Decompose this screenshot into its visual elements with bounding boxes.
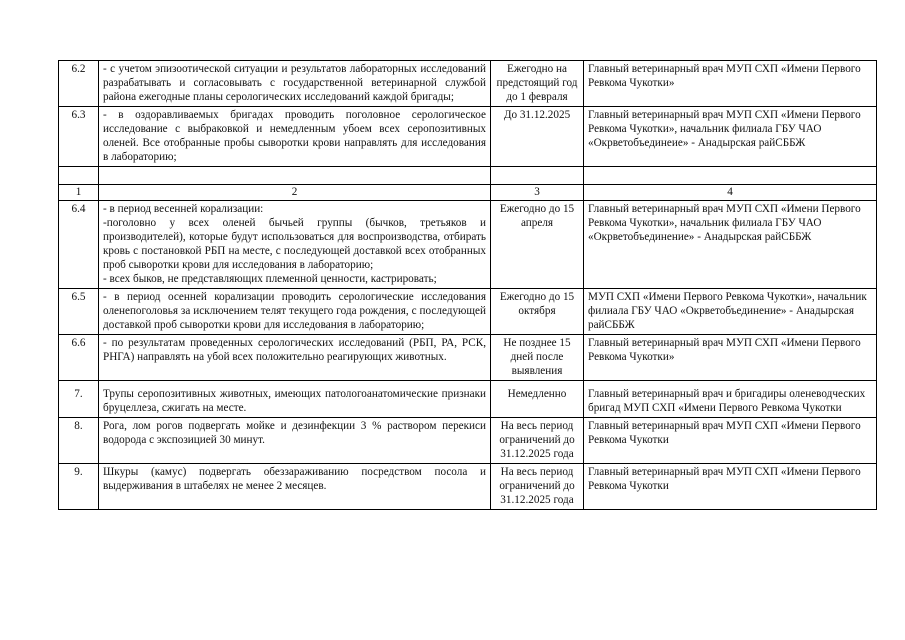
row-number: 7. [59, 381, 99, 418]
row-responsible: Главный ветеринарный врач МУП СХП «Имени Первого Ревкома Чукотки» [584, 61, 877, 107]
row-measure-text: - в оздоравливаемых бригадах проводить поголовное серологическое исследование с выбраковкой и немедленным убоем всех серопозитивных оленей. Все отобранные пробы сыворотки крови направлять для исследования в лабораторию; [99, 107, 491, 167]
table-row [59, 61, 877, 107]
row-responsible: Главный ветеринарный врач МУП СХП «Имени Первого Ревкома Чукотки» [584, 335, 877, 381]
row-measure-text: Шкуры (камус) подвергать обеззараживанию посредством посола и выдерживания в штабелях не менее 2 месяцев. [99, 464, 491, 510]
column-number-row [59, 185, 877, 201]
row-responsible: Главный ветеринарный врач МУП СХП «Имени Первого Ревкома Чукотки», начальник филиала ГБУ ЧАО «Окрветобъединение» - Анадырская райСББЖ [584, 201, 877, 289]
row-number: 6.5 [59, 289, 99, 335]
row-measure-text: - по результатам проведенных серологических исследований (РБП, РА, РСК, РНГА) направлять на убой всех положительно реагирующих животных. [99, 335, 491, 381]
row-deadline: Ежегодно до 15 апреля [491, 201, 584, 289]
row-measure-text: - в период осенней корализации проводить серологические исследования оленепоголовья за исключением телят текущего года рождения, с последующей доставкой проб сыворотки крови для исследования в лабораторию; [99, 289, 491, 335]
measures-table [58, 60, 877, 510]
row-number: 6.4 [59, 201, 99, 289]
row-responsible: Главный ветеринарный врач МУП СХП «Имени Первого Ревкома Чукотки [584, 464, 877, 510]
table-spacer-row [59, 167, 877, 185]
row-measure-text: Рога, лом рогов подвергать мойке и дезинфекции 3 % раствором перекиси водорода с экспозицией 30 минут. [99, 418, 491, 464]
table-row [59, 464, 877, 510]
row-deadline: На весь период ограничений до 31.12.2025 года [491, 464, 584, 510]
row-number: 6.6 [59, 335, 99, 381]
table-row [59, 201, 877, 289]
table-row [59, 418, 877, 464]
measure-line: - всех быков, не представляющих племенной ценности, кастрировать; [103, 273, 437, 285]
table-row [59, 381, 877, 418]
row-number: 8. [59, 418, 99, 464]
column-number: 2 [99, 185, 491, 201]
row-deadline: До 31.12.2025 [491, 107, 584, 167]
row-measure-text [99, 201, 491, 289]
table-row [59, 335, 877, 381]
column-number: 3 [491, 185, 584, 201]
row-number: 6.2 [59, 61, 99, 107]
measure-line: - в период весенней корализации: [103, 203, 264, 215]
row-responsible: Главный ветеринарный врач МУП СХП «Имени Первого Ревкома Чукотки [584, 418, 877, 464]
row-deadline: Ежегодно до 15 октября [491, 289, 584, 335]
row-measure-text: Трупы серопозитивных животных, имеющих патологоанатомические признаки бруцеллеза, сжигать на месте. [99, 381, 491, 418]
row-responsible: Главный ветеринарный врач МУП СХП «Имени Первого Ревкома Чукотки», начальник филиала ГБУ ЧАО «Окрветобъединеие» - Анадырская райСББЖ [584, 107, 877, 167]
row-deadline: Не позднее 15 дней после выявления [491, 335, 584, 381]
row-deadline: Немедленно [491, 381, 584, 418]
row-responsible: МУП СХП «Имени Первого Ревкома Чукотки», начальник филиала ГБУ ЧАО «Окрветобъединение» - Анадырская райСББЖ [584, 289, 877, 335]
measure-line: -поголовно у всех оленей бычьей группы (бычков, третьяков и производителей), которые будут использоваться для воспроизводства, отбирать кровь с постановкой РБП на месте, с последующей доставкой всех отобранных проб сыворотки крови для исследования в лабораторию; [103, 217, 486, 271]
row-deadline: На весь период ограничений до 31.12.2025 года [491, 418, 584, 464]
table-row [59, 107, 877, 167]
row-deadline: Ежегодно на предстоящий год до 1 февраля [491, 61, 584, 107]
row-responsible: Главный ветеринарный врач и бригадиры оленеводческих бригад МУП СХП «Имени Первого Ревкома Чукотки [584, 381, 877, 418]
column-number: 1 [59, 185, 99, 201]
row-number: 6.3 [59, 107, 99, 167]
column-number: 4 [584, 185, 877, 201]
table-row [59, 289, 877, 335]
row-measure-text: - с учетом эпизоотической ситуации и результатов лабораторных исследований разрабатывать и согласовывать с государственной ветеринарной службой района ежегодные планы серологических исследований каждой бригады; [99, 61, 491, 107]
row-number: 9. [59, 464, 99, 510]
